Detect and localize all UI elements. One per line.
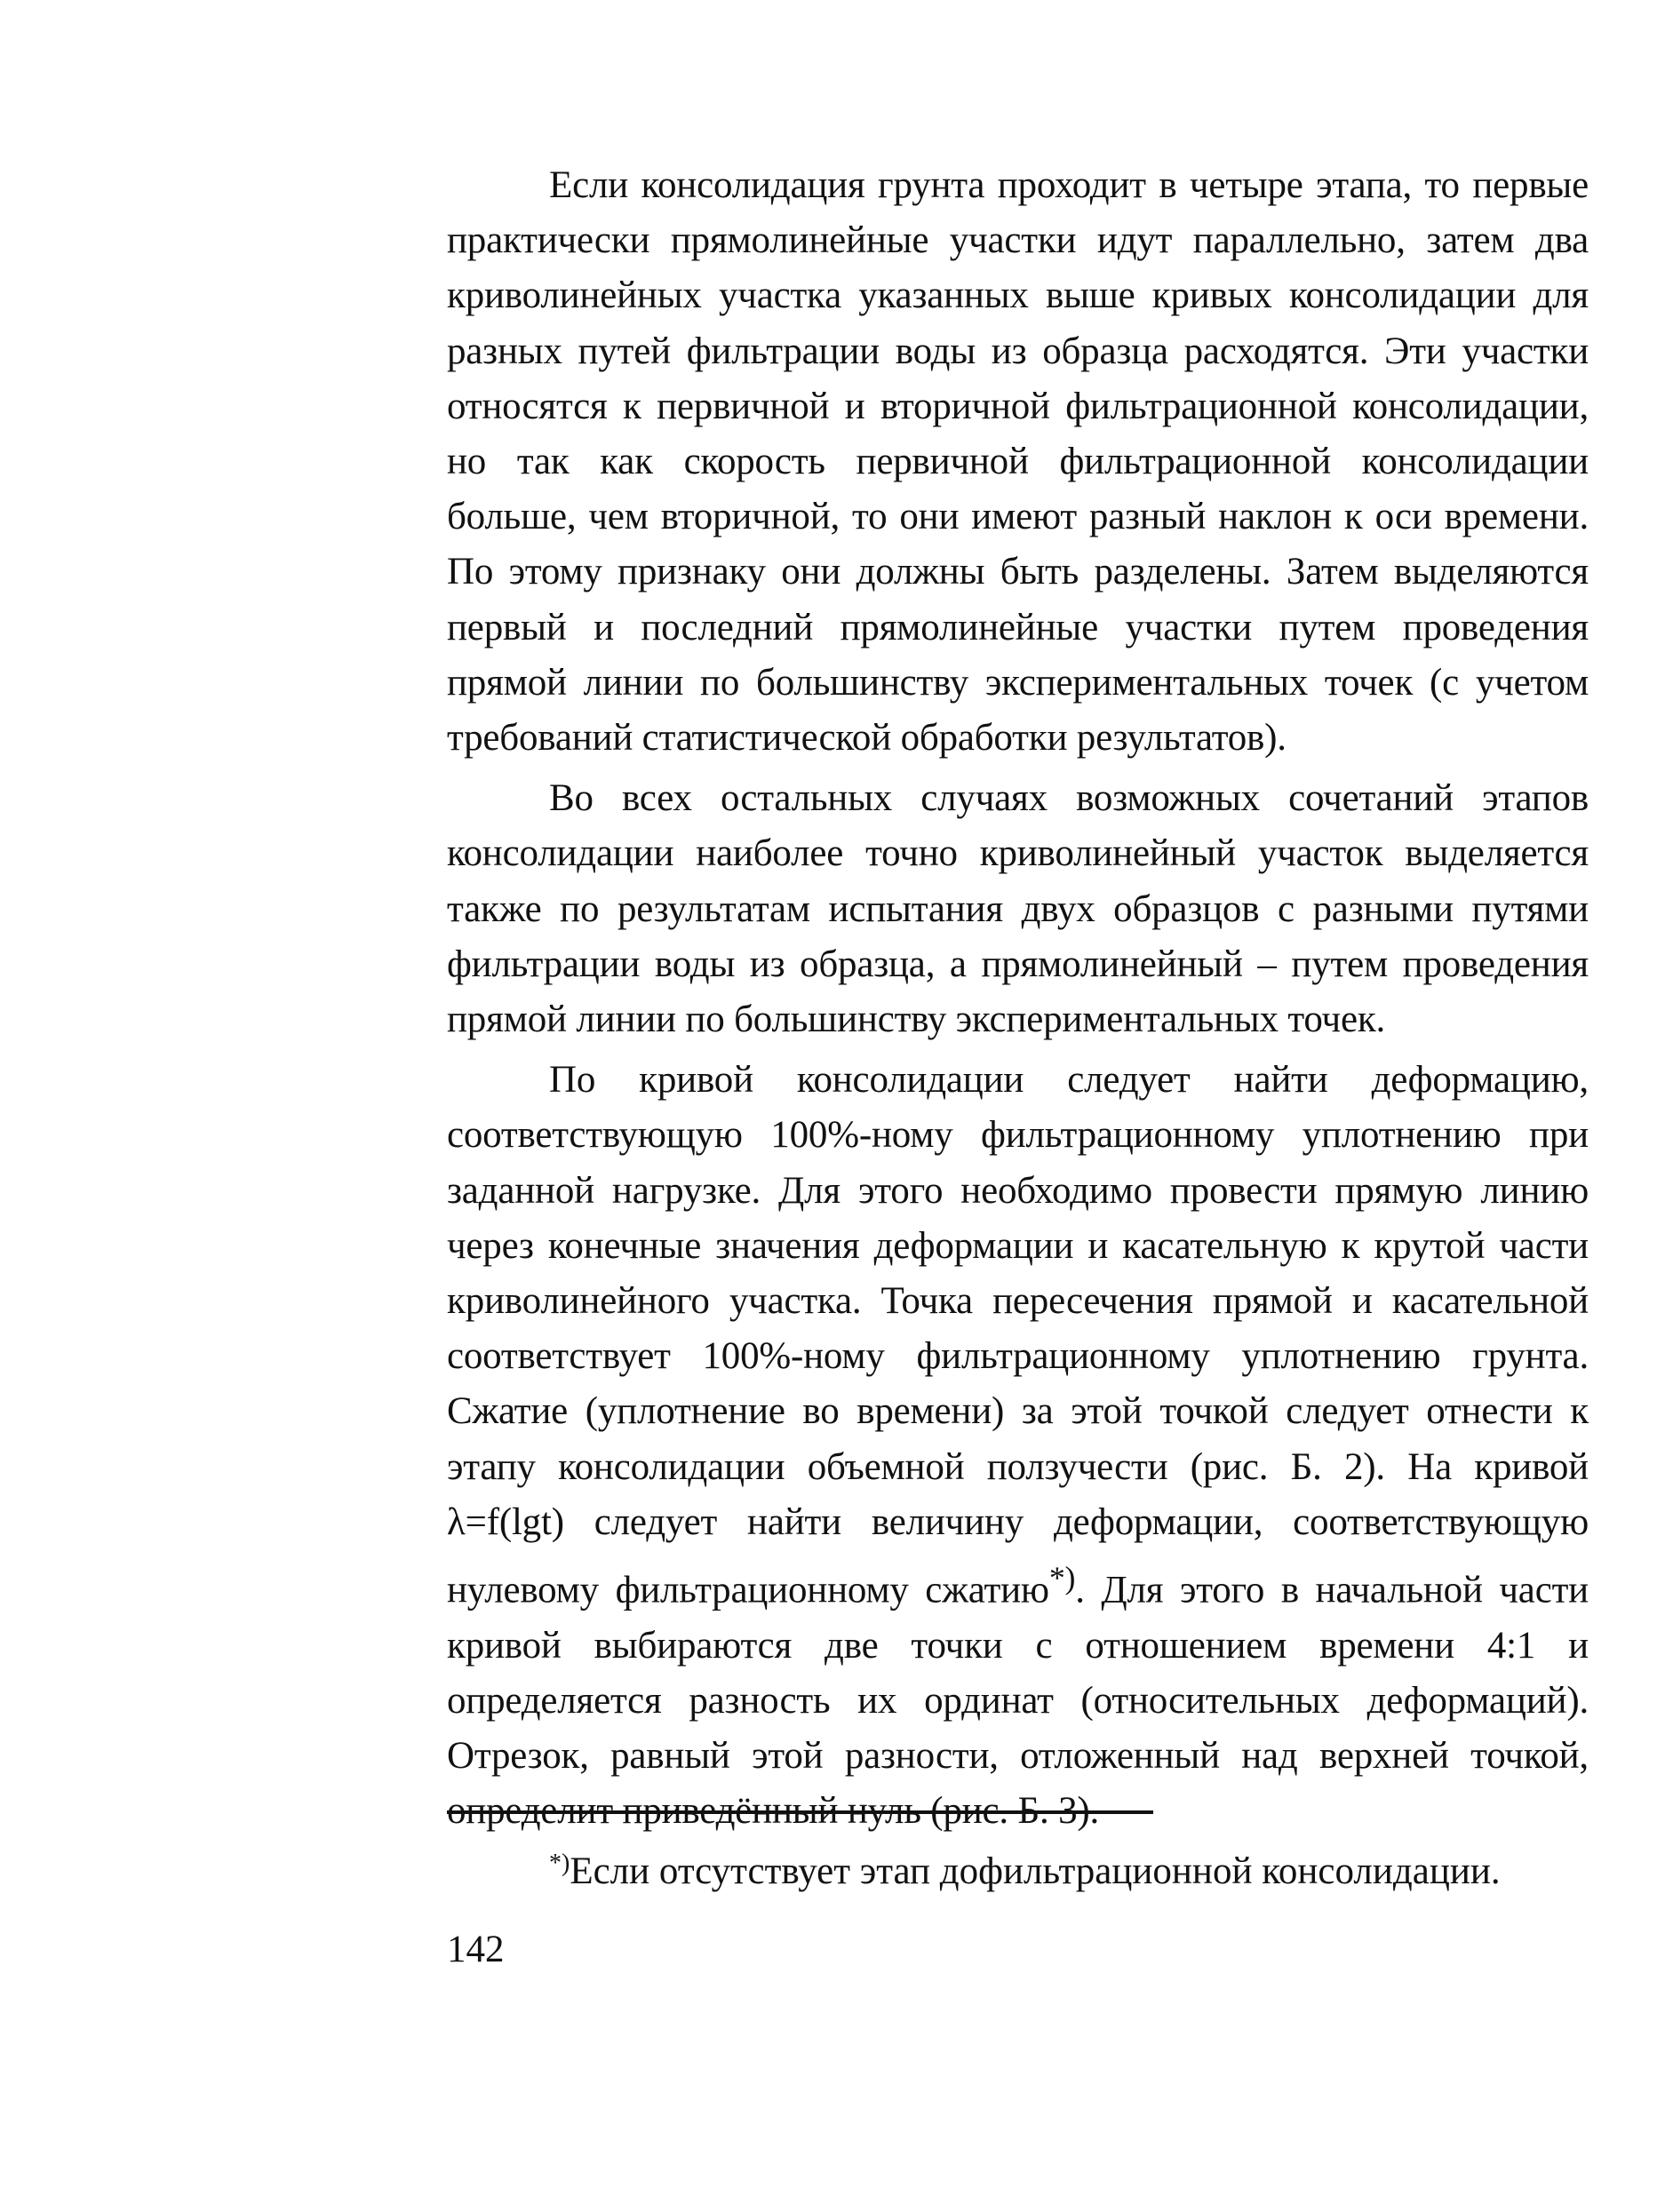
paragraph-3	[447, 1053, 1589, 1839]
paragraph-2: Во всех остальных случаях возможных сочетаний этапов консолидации наиболее точно криволинейный участок выделяется также по результатам испытания двух образцов с разными путями фильтрации воды из образца, а прямолинейный – путем проведения прямой линии по большинству экспериментальных точек.	[447, 777, 1589, 1041]
footnote	[549, 1844, 1593, 1899]
footnote-separator	[447, 1810, 1153, 1814]
main-text	[447, 158, 1589, 1839]
footnote-text: Если отсутствует этап дофильтрационной консолидации.	[570, 1850, 1501, 1892]
paragraph-3-start: По кривой консолидации следует найти деформацию, соответствующую 100%-ному фильтрационному уплотнению при заданной нагрузке. Для этого необходимо провести прямую линию через конечные значения деформации и касательную к крутой части криволинейного участка. Точка пересечения прямой и касательной соответствует 100%-ному фильтрационному уплотнению грунта. Сжатие (уплотнение во времени) за этой точкой следует отнести к этапу консолидации объемной ползучести (рис. Б. 2). На кривой λ=f(lgt) следует найти величину деформации, соответствующую нулевому фильтрационному сжатию	[447, 1059, 1589, 1611]
page-number: 142	[447, 1929, 505, 1970]
paragraph-3-end: . Для этого в начальной части кривой выбираются две точки с отношением времени 4:1 и определяется разность их ординат (относительных деформаций). Отрезок, равный этой разности, отложенный над верхней точкой, определит приведённый нуль (рис. Б. 3).	[447, 1569, 1589, 1833]
paragraph-1: Если консолидация грунта проходит в четыре этапа, то первые практически прямолинейные участки идут параллельно, затем два криволинейных участка указанных выше кривых консолидации для разных путей фильтрации воды из образца расходятся. Эти участки относятся к первичной и вторичной фильтрационной консолидации, но так как скорость первичной фильтрационной консолидации больше, чем вторичной, то они имеют разный наклон к оси времени. По этому признаку они должны быть разделены. Затем выделяются первый и последний прямолинейные участки путем проведения прямой линии по большинству экспериментальных точек (с учетом требований статистической обработки результатов).	[447, 164, 1589, 760]
footnote-marker: *)	[549, 1850, 570, 1877]
footnote-reference: *)	[1048, 1560, 1076, 1596]
